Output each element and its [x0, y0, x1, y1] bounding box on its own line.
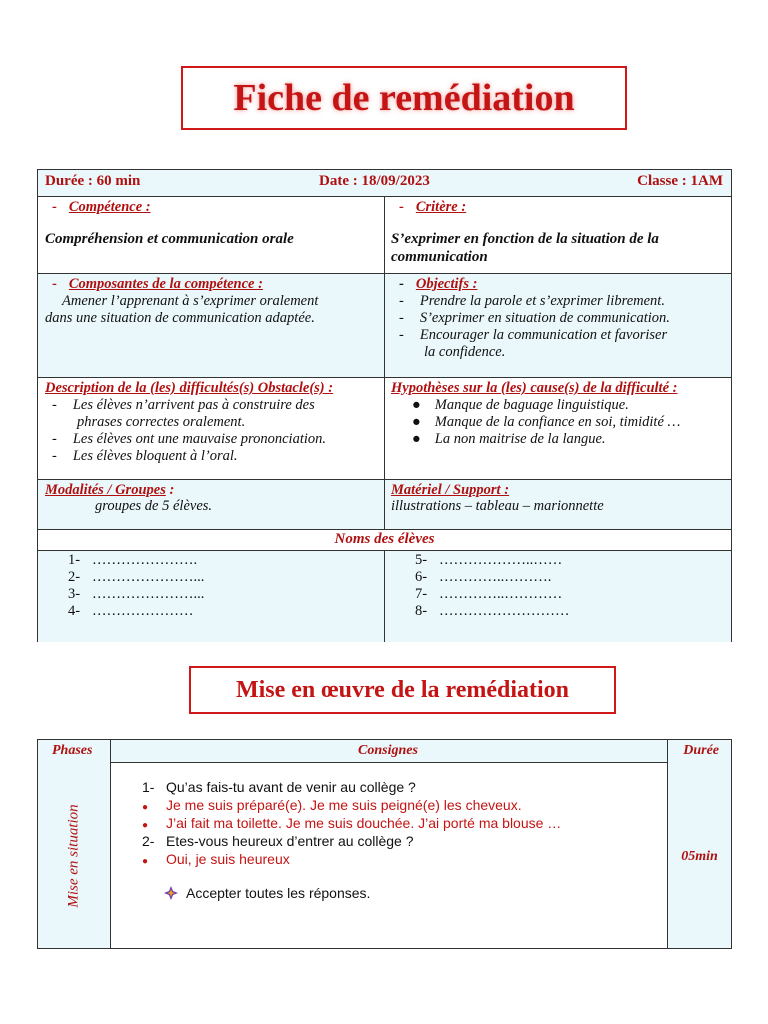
composantes-row: - Composantes de la compétence : Amener l’apprenant à s’exprimer oralement dans une situation de communication adaptée. - Objectifs : - Prendre la parole et s’exprimer librement. - S’exprimer en situation de communication. - Encourager la communication et favoriser la confidence.	[38, 274, 731, 378]
nom-item-5: 5- ………………..……	[415, 552, 563, 568]
hypothese-2: Manque de la confiance en soi, timidité …	[434, 414, 681, 430]
info-table	[37, 169, 732, 642]
nom-item-4: 4- …………………	[68, 603, 194, 619]
critere-heading: Critère :	[415, 199, 467, 215]
implementation-table	[37, 739, 732, 949]
hypothese-1: Manque de baguage linguistique.	[434, 397, 629, 413]
objectifs-heading: Objectifs :	[415, 276, 478, 292]
nom-item-3: 3- …………………...	[68, 586, 205, 602]
phase-cell	[38, 762, 110, 948]
materiel-value: illustrations – tableau – marionnette	[391, 498, 604, 514]
composantes-line2: dans une situation de communication adaptée.	[45, 310, 315, 326]
consigne-line-4: 2- Etes-vous heureux d’entrer au collège ?	[142, 833, 414, 849]
materiel-heading: Matériel / Support :	[391, 482, 510, 498]
composantes-heading: Composantes de la compétence :	[68, 276, 263, 292]
impl-header-row	[38, 740, 731, 763]
nom-item-7: 7- …………..…………	[415, 586, 563, 602]
objectif-3: Encourager la communication et favoriser	[419, 327, 668, 343]
description-1: Les élèves n’arrivent pas à construire des	[72, 397, 315, 413]
consigne-line-1: 1- Qu’as fais-tu avant de venir au collège ?	[142, 779, 416, 795]
phase-label: Mise en situation	[65, 804, 82, 908]
objectif-3-cont: la confidence.	[424, 344, 506, 360]
noms-header-row	[38, 530, 731, 551]
classe-label: Classe : 1AM	[637, 173, 723, 189]
competence-heading: Compétence :	[68, 199, 151, 215]
hypotheses-heading: Hypothèses sur la (les) cause(s) de la difficulté :	[391, 380, 678, 396]
difficultes-row: Description de la (les) difficultés(s) Obstacle(s) : - Les élèves n’arrivent pas à construire des phrases correctes oralement. - Les élèves ont une mauvaise prononciation. - Les élèves bloquent à l’oral. Hypothèses sur la (les) cause(s) de la difficulté : ● Manque de baguage linguistique. ● Manque de la confiance en soi, timidité … ● La non maitrise de la langue.	[38, 378, 731, 480]
nom-item-2: 2- …………………...	[68, 569, 205, 585]
modalites-heading: Modalités / Groupes	[45, 482, 166, 498]
critere-value-line2: communication	[391, 249, 488, 265]
objectif-1: Prendre la parole et s’exprimer librement.	[419, 293, 665, 309]
noms-list-row	[38, 551, 731, 642]
page-title: Fiche de remédiation	[233, 77, 575, 119]
nom-item-6: 6- …………..……….	[415, 569, 552, 585]
hypothese-3: La non maitrise de la langue.	[434, 431, 606, 447]
critere-value-line1: S’exprimer en fonction de la situation de la	[391, 231, 659, 247]
description-1-cont: phrases correctes oralement.	[77, 414, 246, 430]
info-header-row	[38, 170, 731, 197]
nom-item-8: 8- ………………………	[415, 603, 570, 619]
col-consignes: Consignes	[358, 743, 418, 758]
consigne-line-5: ● Oui, je suis heureux	[142, 851, 290, 867]
page-title-box	[181, 66, 627, 130]
date-label: Date : 18/09/2023	[319, 173, 430, 189]
arrow-bullet-icon	[164, 886, 178, 900]
competence-row: - Compétence : Compréhension et communication orale - Critère : S’exprimer en fonction de la situation de la communication	[38, 197, 731, 274]
duree-cell	[668, 762, 731, 948]
col-duree: Durée	[683, 743, 719, 758]
composantes-line1: Amener l’apprenant à s’exprimer oralement	[62, 293, 319, 309]
competence-value: Compréhension et communication orale	[45, 231, 294, 247]
description-2: Les élèves ont une mauvaise prononciation.	[72, 431, 327, 447]
section2-title-box	[189, 666, 616, 714]
modalites-row: Modalités / Groupes : groupes de 5 élèves. Matériel / Support : illustrations – tableau – marionnette	[38, 480, 731, 530]
consigne-line-3: ● J’ai fait ma toilette. Je me suis douchée. J’ai porté ma blouse …	[142, 815, 562, 831]
description-3: Les élèves bloquent à l’oral.	[72, 448, 238, 464]
nom-item-1: 1- ………………….	[68, 552, 198, 568]
section2-title: Mise en œuvre de la remédiation	[235, 676, 570, 703]
col-phases: Phases	[52, 743, 93, 758]
duree-value: 05min	[681, 849, 718, 864]
modalites-value: groupes de 5 élèves.	[95, 498, 213, 514]
objectif-2: S’exprimer en situation de communication.	[419, 310, 670, 326]
duree-label: Durée : 60 min	[45, 173, 141, 189]
consigne-note: Accepter toutes les réponses.	[164, 885, 370, 901]
noms-heading: Noms des élèves	[334, 531, 435, 547]
consigne-line-2: ● Je me suis préparé(e). Je me suis peigné(e) les cheveux.	[142, 797, 522, 813]
description-heading: Description de la (les) difficultés(s) Obstacle(s) :	[45, 380, 334, 396]
